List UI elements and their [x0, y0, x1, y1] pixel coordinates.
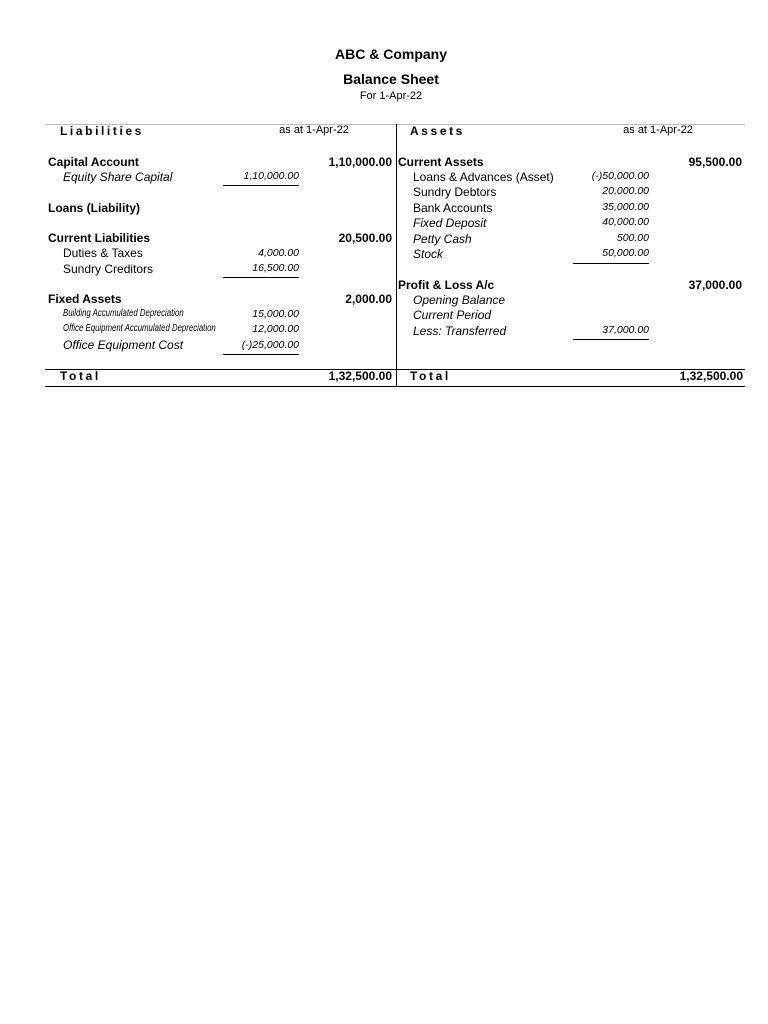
capital-account-amount: 1,10,000.00 [328, 155, 392, 169]
equity-share-capital-label: Equity Share Capital [63, 170, 173, 184]
sundry-creditors-label: Sundry Creditors [63, 262, 154, 276]
building-depreciation-label: Building Accumulated Depreciation [63, 308, 184, 319]
report-title: Balance Sheet [343, 71, 439, 87]
office-equipment-depreciation-amount: 12,000.00 [252, 323, 299, 335]
liabilities-total-label: Total [60, 369, 101, 383]
less-transferred-amount: 37,000.00 [602, 324, 649, 336]
column-divider [396, 124, 397, 386]
current-liabilities-subtotal-rule [223, 277, 299, 278]
sundry-debtors-label: Sundry Debtors [413, 185, 497, 199]
total-bottom-rule [45, 386, 745, 387]
fixed-deposit-amount: 40,000.00 [602, 216, 649, 228]
fixed-assets-subtotal-rule [223, 354, 299, 355]
equity-share-capital-amount: 1,10,000.00 [243, 170, 299, 182]
current-liabilities-label: Current Liabilities [48, 231, 151, 245]
assets-total-amount: 1,32,500.00 [679, 369, 743, 383]
profit-loss-label: Profit & Loss A/c [398, 278, 495, 292]
profit-loss-amount: 37,000.00 [688, 278, 742, 292]
loans-advances-label: Loans & Advances (Asset) [413, 170, 554, 184]
current-assets-amount: 95,500.00 [688, 155, 742, 169]
duties-taxes-amount: 4,000.00 [258, 247, 299, 259]
current-assets-subtotal-rule [573, 263, 649, 264]
bank-accounts-label: Bank Accounts [413, 201, 493, 215]
stock-label: Stock [413, 247, 444, 261]
office-equipment-cost-label: Office Equipment Cost [63, 338, 184, 352]
liabilities-total-amount: 1,32,500.00 [328, 369, 392, 383]
fixed-assets-amount: 2,000.00 [345, 292, 392, 306]
sundry-creditors-amount: 16,500.00 [252, 262, 299, 274]
current-assets-label: Current Assets [398, 155, 484, 169]
capital-subtotal-rule [223, 185, 299, 186]
building-depreciation-amount: 15,000.00 [252, 308, 299, 320]
profit-loss-subtotal-rule [573, 339, 649, 340]
assets-as-at: as at 1-Apr-22 [623, 124, 693, 136]
assets-heading: Assets [410, 124, 465, 138]
fixed-assets-label: Fixed Assets [48, 292, 122, 306]
less-transferred-label: Less: Transferred [413, 324, 507, 338]
office-equipment-depreciation-label: Office Equipment Accumulated Depreciation [63, 323, 216, 334]
assets-total-label: Total [410, 369, 451, 383]
current-liabilities-amount: 20,500.00 [338, 231, 392, 245]
bank-accounts-amount: 35,000.00 [602, 201, 649, 213]
current-period-label: Current Period [413, 308, 492, 322]
sundry-debtors-amount: 20,000.00 [602, 185, 649, 197]
opening-balance-label: Opening Balance [413, 293, 506, 307]
stock-amount: 50,000.00 [602, 247, 649, 259]
petty-cash-amount: 500.00 [616, 232, 649, 244]
loans-liability-label: Loans (Liability) [48, 201, 141, 215]
duties-taxes-label: Duties & Taxes [63, 246, 143, 260]
loans-advances-amount: (-)50,000.00 [591, 170, 649, 182]
company-name: ABC & Company [334, 46, 447, 62]
petty-cash-label: Petty Cash [413, 232, 472, 246]
capital-account-label: Capital Account [48, 155, 139, 169]
report-period: For 1-Apr-22 [359, 90, 423, 102]
office-equipment-cost-amount: (-)25,000.00 [241, 339, 299, 351]
liabilities-heading: Liabilities [60, 124, 144, 138]
liabilities-as-at: as at 1-Apr-22 [279, 124, 349, 136]
fixed-deposit-label: Fixed Deposit [413, 216, 487, 230]
